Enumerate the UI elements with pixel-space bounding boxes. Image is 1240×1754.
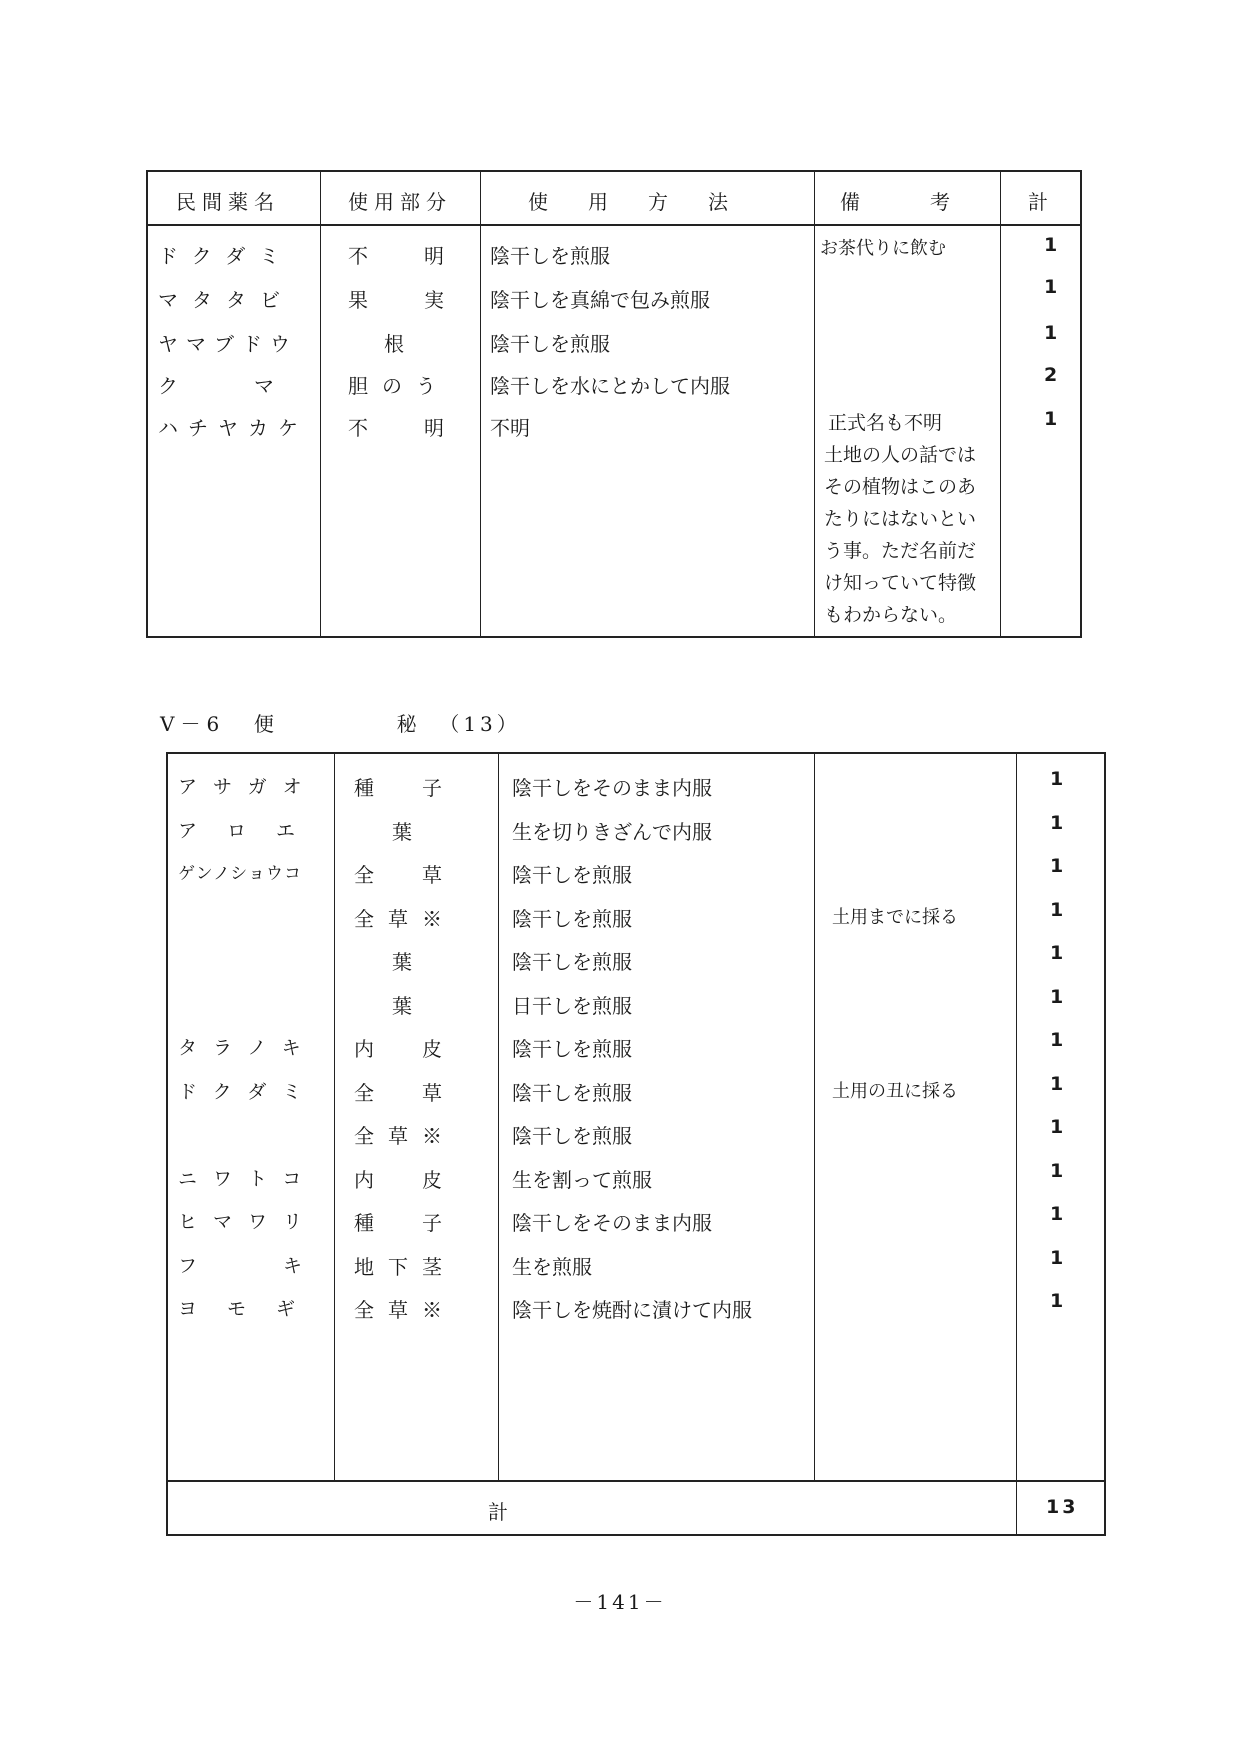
row-note: お茶代りに飲む [820, 238, 946, 259]
row-count: 1 [1050, 1290, 1064, 1312]
row-count: 1 [1044, 322, 1058, 344]
row-name: タラノキ [178, 1037, 317, 1059]
row-name: フ キ [178, 1254, 319, 1277]
column-divider [480, 172, 481, 636]
note-line: たりにはないとい [824, 508, 977, 530]
row-method: 生を切りきざんで内服 [512, 819, 712, 844]
row-part: 果 実 [348, 288, 462, 312]
total-value: 13 [1046, 1496, 1079, 1518]
row-method: 生を煎服 [512, 1254, 592, 1279]
row-count: 1 [1050, 1029, 1064, 1051]
row-method: 陰干しを煎服 [490, 332, 610, 356]
row-count: 1 [1044, 276, 1058, 298]
row-count: 1 [1050, 768, 1064, 790]
row-part: 種 子 [354, 776, 456, 800]
header-part: 使用部分 [348, 190, 452, 214]
header-count: 計 [1028, 190, 1054, 214]
row-part: 地下茎 [354, 1254, 456, 1279]
row-name: ヤマブドウ [158, 332, 298, 356]
total-row [168, 1480, 1104, 1534]
row-part: 不 明 [348, 416, 462, 440]
row-name: ドクダミ [158, 244, 294, 268]
section-label: V－6 [160, 712, 226, 736]
column-divider [814, 172, 815, 636]
row-part: 根 [384, 332, 404, 356]
row-count: 1 [1050, 855, 1064, 877]
row-method: 陰干しを煎服 [490, 244, 610, 268]
note-line: その植物はこのあ [824, 476, 977, 498]
row-count: 1 [1050, 1072, 1064, 1095]
column-divider [1000, 172, 1001, 636]
row-part: 内 皮 [354, 1037, 456, 1061]
row-name: ヒマワリ [178, 1211, 319, 1233]
row-name: マタタビ [158, 288, 294, 312]
row-part: 葉 [392, 819, 412, 844]
section-title-b: 秘 [396, 712, 417, 736]
medicine-table-1 [146, 170, 1082, 638]
row-name: ヨモギ [178, 1298, 326, 1320]
row-part: 葉 [392, 993, 412, 1018]
row-method: 日干しを煎服 [512, 993, 632, 1018]
row-method: 陰干しを真綿で包み煎服 [490, 288, 710, 312]
row-count: 1 [1050, 1116, 1064, 1138]
note-line: う事。ただ名前だ [824, 540, 977, 562]
medicine-table-2 [166, 752, 1106, 1536]
row-name: ハチヤカケ [158, 416, 308, 440]
row-method: 陰干しを焼酎に漬けて内服 [512, 1298, 752, 1322]
header-note: 備 考 [840, 190, 960, 214]
row-method: 陰干しを煎服 [512, 950, 632, 974]
row-count: 1 [1044, 234, 1058, 256]
note-line: 正式名も不明 [828, 412, 943, 434]
row-method: 陰干しを煎服 [512, 1080, 632, 1105]
page-number: －141－ [573, 1590, 667, 1614]
row-part: 不 明 [348, 244, 462, 268]
row-name: ゲンノショウコ [178, 864, 302, 884]
total-label: 計 [488, 1500, 508, 1524]
row-part: 全 草 [354, 1080, 456, 1105]
row-name: ニワトコ [178, 1167, 318, 1190]
row-method: 陰干しを煎服 [512, 863, 632, 887]
row-count: 1 [1050, 1159, 1064, 1182]
row-name: ク マ [158, 374, 286, 398]
section-heading [160, 708, 521, 737]
row-name: ドクダミ [178, 1080, 318, 1103]
row-method: 陰干しを煎服 [512, 1124, 632, 1148]
column-divider [814, 754, 815, 1482]
column-divider [498, 754, 499, 1482]
note-line: 土地の人の話では [824, 444, 977, 466]
note-line: もわからない。 [824, 604, 958, 626]
table1-header-row [148, 172, 1080, 226]
row-count: 1 [1050, 985, 1064, 1008]
row-method: 不明 [490, 416, 530, 440]
row-note: 土用までに採る [832, 906, 958, 928]
row-count: 1 [1050, 1203, 1064, 1225]
section-title-a: 便 [253, 712, 274, 736]
row-note: 土用の丑に採る [832, 1080, 958, 1102]
row-count: 1 [1044, 408, 1058, 430]
row-name: アサガオ [178, 776, 318, 798]
row-part: 全草※ [354, 1298, 456, 1322]
section-count: （13） [439, 712, 521, 736]
column-divider [320, 172, 321, 636]
row-count: 2 [1044, 364, 1058, 386]
row-part: 全草※ [354, 1124, 456, 1148]
row-name: アロエ [178, 819, 326, 842]
note-line: け知っていて特徴 [824, 572, 977, 594]
header-name: 民間薬名 [176, 190, 280, 214]
column-divider [334, 754, 335, 1482]
row-part: 胆のう [348, 374, 450, 398]
row-count: 1 [1050, 811, 1064, 834]
row-method: 陰干しを水にとかして内服 [490, 374, 730, 398]
row-count: 1 [1050, 1246, 1064, 1269]
row-method: 陰干しをそのまま内服 [512, 1211, 712, 1235]
row-method: 陰干しを煎服 [512, 1037, 632, 1061]
row-part: 葉 [392, 950, 412, 974]
header-method: 使 用 方 法 [528, 190, 738, 214]
row-method: 陰干しをそのまま内服 [512, 776, 712, 800]
row-part: 全 草 [354, 863, 456, 887]
row-part: 種 子 [354, 1211, 456, 1235]
row-method: 陰干しを煎服 [512, 906, 632, 931]
column-divider [1016, 754, 1017, 1534]
row-part: 内 皮 [354, 1167, 456, 1192]
row-method: 生を割って煎服 [512, 1167, 652, 1192]
row-count: 1 [1050, 898, 1064, 921]
row-part: 全草※ [354, 906, 456, 931]
row-count: 1 [1050, 942, 1064, 964]
